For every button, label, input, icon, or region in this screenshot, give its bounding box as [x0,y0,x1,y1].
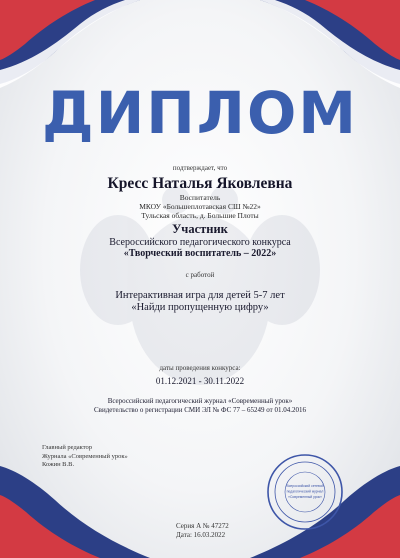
contest-block [0,237,400,259]
recipient-details [0,193,400,220]
work-label: с работой [185,271,215,279]
award-role: Участник [172,222,228,236]
stamp-text-2: педагогический журнал [286,489,324,494]
journal-name: Всероссийский педагогический журнал «Современный урок» [107,397,293,405]
signature-journal: Журнала «Современный урок» [42,452,128,460]
signature-title: Главный редактор [42,444,92,451]
stamp-text-3: «Современный урок» [288,495,322,499]
recipient-location: Тульская область, д. Большие Плоты [141,211,259,220]
signature-block [42,444,128,470]
dates-label: даты проведения конкурса: [159,364,241,372]
recipient-organization: МКОУ «Большеплотавская СШ №22» [139,202,261,211]
contest-line-1: Всероссийского педагогического конкурса [109,237,291,248]
issue-date: Дата: 16.03.2022 [176,531,226,539]
series-number: Серия А № 47272 [176,522,229,530]
journal-registration: Свидетельство о регистрации СМИ ЭЛ № ФС 77 – 65249 от 01.04.2016 [94,406,306,414]
work-line-2: «Найди пропущенную цифру» [131,302,269,313]
journal-stamp [266,453,344,531]
recipient-position: Воспитатель [179,193,221,202]
work-title [0,290,400,314]
journal-info [0,397,400,415]
contest-line-2: «Творческий воспитатель – 2022» [123,248,277,259]
dates-range: 01.12.2021 - 30.11.2022 [155,376,245,386]
work-line-1: Интерактивная игра для детей 5-7 лет [115,290,285,301]
series-block [176,522,229,540]
confirms-text: подтверждает, что [172,164,228,172]
diploma-title: ДИПЛОМ [42,79,358,147]
signature-name: Кожин В.В. [42,461,75,468]
stamp-text-1: Всероссийский сетевой [286,484,324,488]
recipient-name: Кресс Наталья Яковлевна [107,175,293,192]
